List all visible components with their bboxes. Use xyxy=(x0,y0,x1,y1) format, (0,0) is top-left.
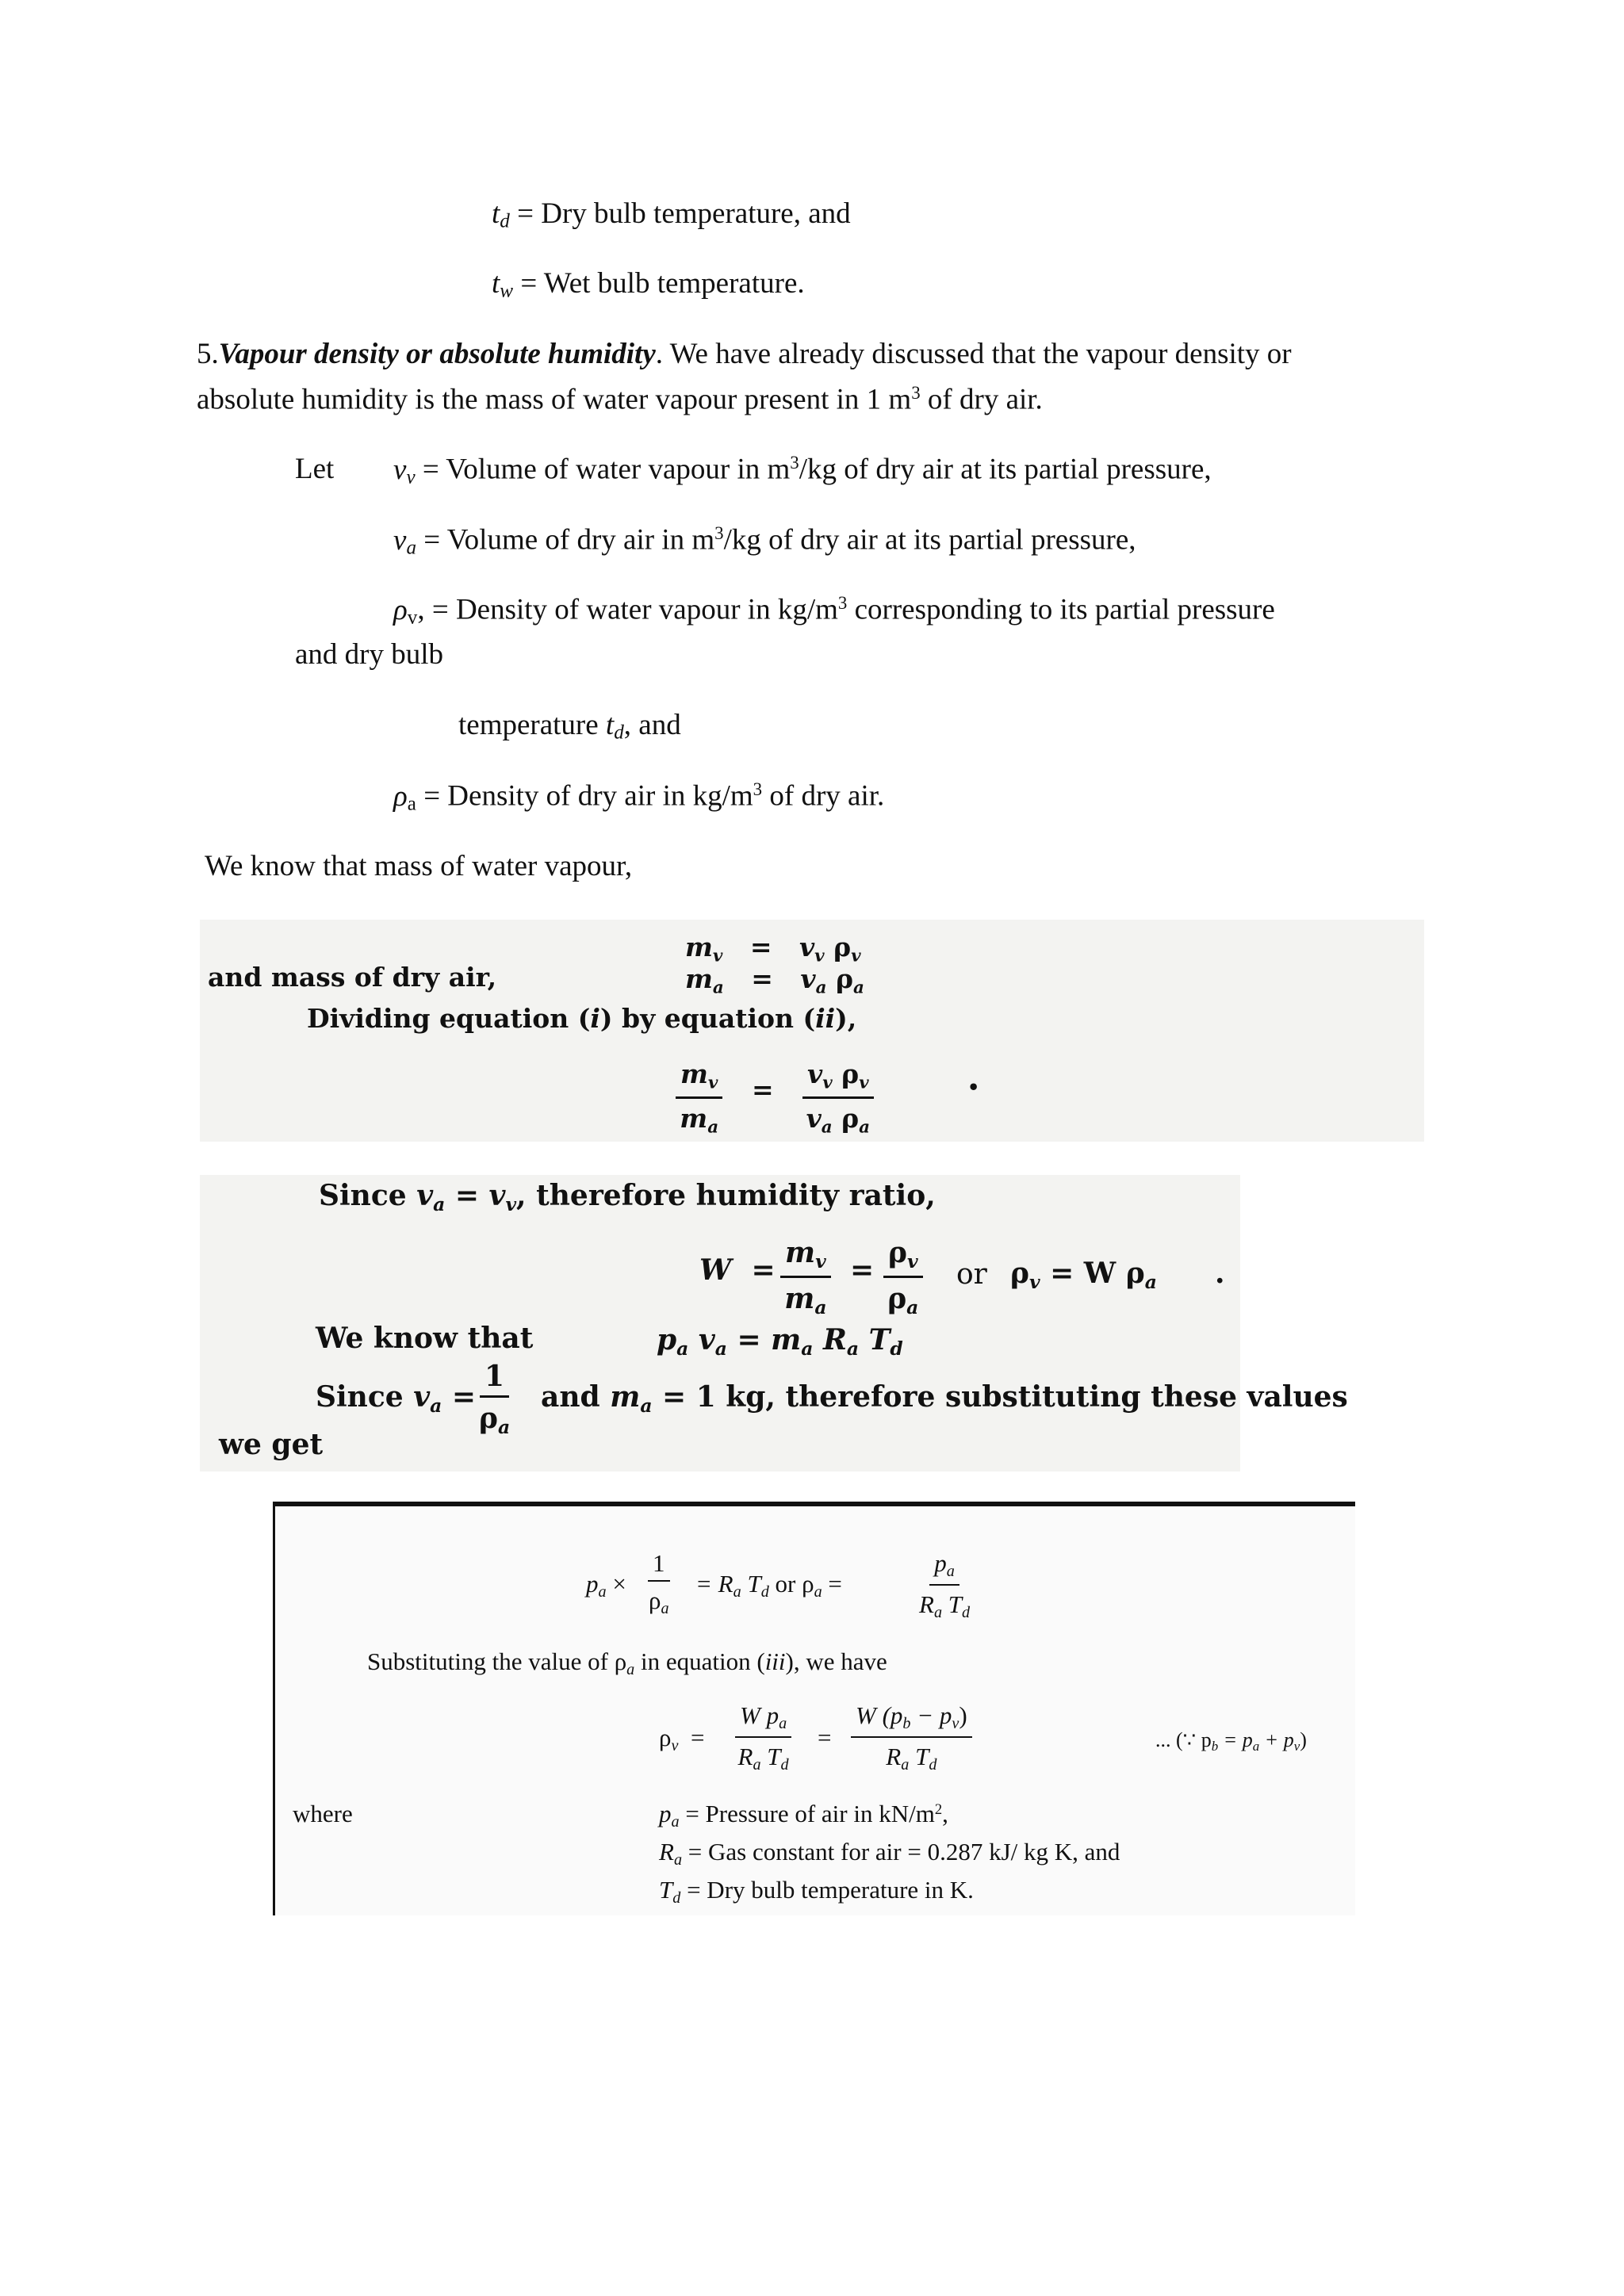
where-label: where xyxy=(293,1800,353,1827)
since-line: Since va = vv, therefore humidity ratio, xyxy=(319,1179,936,1216)
def-vv: $v_v$ = Volume of water vapour in $m^3/kg$ of dry air at its partial pressure, xyxy=(393,453,1212,488)
l3-eq2: = xyxy=(818,1724,832,1751)
l1-left: pa × xyxy=(586,1570,626,1601)
frac-pa-RaTd: $\frac{pa}{\text{Ra Td}}$ xyxy=(919,1549,971,1622)
section-title: Vapour density or absolute humidity xyxy=(218,338,656,370)
where-Ra: Ra = Gas constant for air = 0.287 kJ/ kg K, and xyxy=(659,1838,1120,1869)
where-Td: Td = Dry bulb temperature in K. xyxy=(659,1876,974,1908)
symbol-tw: $t_w$ xyxy=(492,267,514,302)
or-label: or xyxy=(956,1258,987,1291)
def-temp-line: temperature $t_d$, and xyxy=(458,709,681,744)
section-heading-line xyxy=(197,337,1292,372)
gas-eq: pa va = ma Ra Td xyxy=(657,1323,903,1360)
frac-mv-ma: $\frac{mv}{ma}$ xyxy=(676,1061,722,1136)
and-mass-label: and mass of dry air, xyxy=(208,962,497,993)
subst-line: Substituting the value of ρa in equation (iii), we have xyxy=(367,1647,887,1679)
equation-image-humidity-ratio xyxy=(200,1175,1348,1471)
section-number: 5. xyxy=(197,338,219,370)
frac-mv-ma-2: $\frac{mv}{ma}$ xyxy=(780,1238,831,1318)
l1-mid: = Ra Td or ρa = xyxy=(695,1570,842,1601)
eq-sign-2: = xyxy=(850,1253,875,1287)
def-td xyxy=(492,197,851,234)
where-pa: pa = Pressure of air in $kN/m^2$, xyxy=(659,1800,948,1831)
l3-left: ρv = xyxy=(659,1724,705,1755)
l3-note: ... (∵ pb = pa + pv) xyxy=(1155,1728,1307,1755)
W-symbol: W = xyxy=(699,1253,776,1287)
since2-rest: and ma = 1 kg, therefore substituting these values xyxy=(541,1380,1348,1418)
stray-dot-2: . xyxy=(1215,1257,1225,1290)
equation-image-vapour-density xyxy=(273,1502,1355,1915)
def-rhoa: $\rho_a$ = Density of dry air in $kg/m^3$ of dry air. xyxy=(393,779,885,815)
def-va: $v_a$ = Volume of dry air in $m^3/kg$ of dry air at its partial pressure, xyxy=(393,523,1136,559)
equation-image-mass-ratio xyxy=(200,920,1424,1142)
section-line2: absolute humidity is the mass of water vapour present in 1 $m^3$ of dry air. xyxy=(197,383,1043,416)
frac-rho-2: $\frac{\rho v}{\rho a}$ xyxy=(883,1238,923,1318)
stray-dot: • xyxy=(967,1076,980,1099)
dividing-line: Dividing equation (i) by equation (ii), xyxy=(307,1003,857,1034)
frac-1-rhoa: $\frac{1}{\rho a}$ xyxy=(479,1360,511,1439)
rhov-eq: ρv = W ρa xyxy=(1010,1257,1157,1294)
def-rhov-line2: and dry bulb xyxy=(295,638,444,671)
weget-label: we get xyxy=(219,1428,324,1461)
since2-line: Since va = xyxy=(316,1380,476,1418)
frac-vrho: $\frac{\text{vv ρv}}{\text{va ρa}}$ xyxy=(802,1061,874,1136)
eq-sign-ratio: = xyxy=(752,1074,774,1105)
mass-intro: We know that mass of water vapour, xyxy=(205,850,633,882)
weknow-label: We know that xyxy=(316,1322,534,1355)
frac-1-rhoa-3: $\frac{1}{\rho a}$ xyxy=(648,1549,669,1618)
def-tw xyxy=(492,266,805,304)
frac-Wpa-RaTd: $\frac{\text{W pa}}{\text{Ra Td}}$ xyxy=(735,1703,791,1773)
eq-ma: ma = va ρa xyxy=(685,963,864,998)
def-tw-text: = Wet bulb temperature. xyxy=(513,267,805,300)
symbol-td: $t_d$ xyxy=(492,197,510,232)
def-td-text: = Dry bulb temperature, and xyxy=(509,197,851,230)
let-label: Let xyxy=(295,453,335,485)
eq-mv: mv = vv ρv xyxy=(685,932,861,966)
frac-Wpbpv-RaTd: $\frac{W (pb - pv)}{\text{Ra Td}}$ xyxy=(851,1703,972,1773)
def-rhov: $\rho_v$, = Density of water vapour in $kg/m^3$ corresponding to its partial pressure xyxy=(393,593,1275,629)
section-line1: . We have already discussed that the vapour density or xyxy=(655,338,1292,370)
